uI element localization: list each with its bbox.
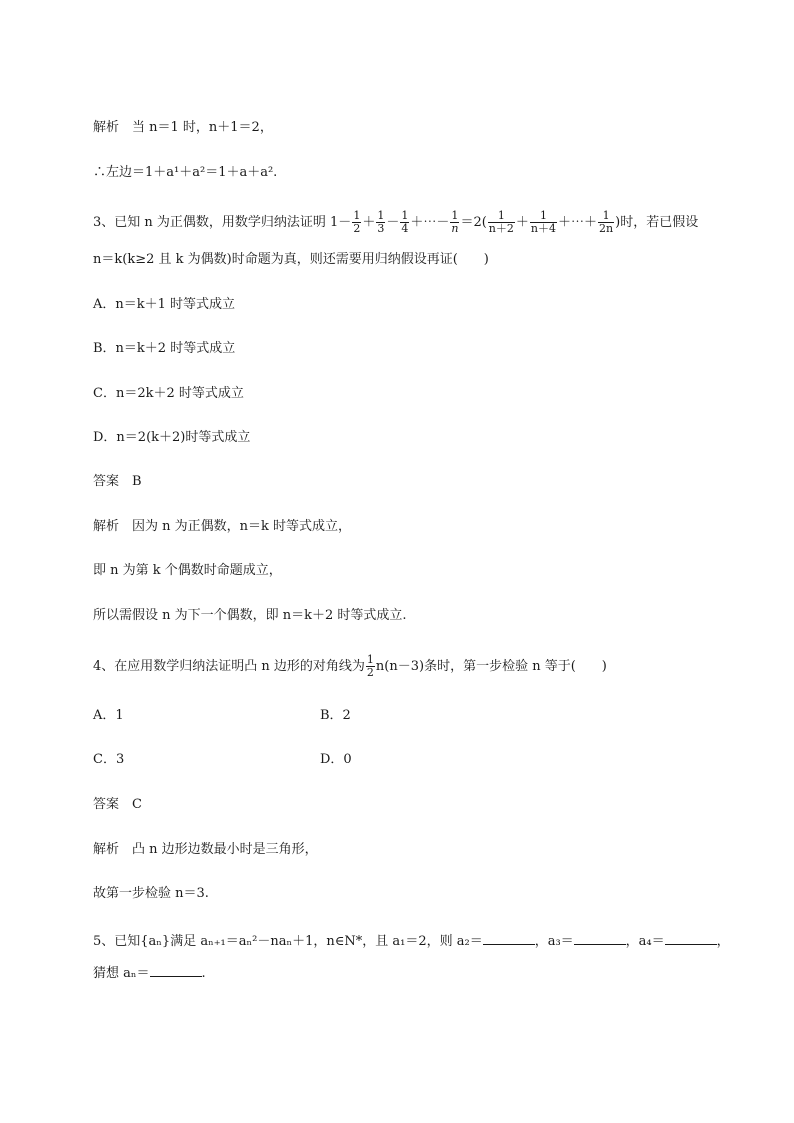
q4-stem-prefix: 4、在应用数学归纳法证明凸 n 边形的对角线为 [93, 659, 365, 674]
q3-option-c: C．n＝2k＋2 时等式成立 [93, 386, 244, 401]
q5-guess-end: . [201, 966, 206, 981]
fraction-1-4: $\frac{1}{4}$ [401, 209, 409, 235]
q3-stem-line-2: n＝k(k≥2 且 k 为偶数)时命题为真，则还需要用归纳假设再证( ) [93, 252, 489, 267]
q4-option-c: C．3 [93, 752, 125, 767]
q3-stem-suffix: 时，若已假设 [620, 215, 699, 230]
q3-answer: 答案 B [93, 474, 142, 489]
q2-analysis-line-1: 解析 当 n＝1 时，n＋1＝2， [93, 120, 273, 135]
a4-answer-blank[interactable] [665, 930, 717, 945]
q3-option-b: B．n＝k＋2 时等式成立 [93, 341, 236, 356]
fraction-1-n-plus-4: $\frac{1}{n+4}$ [530, 209, 556, 235]
q3-option-d: D．n＝2(k＋2)时等式成立 [93, 430, 251, 445]
fraction-1-2: $\frac{1}{2}$ [353, 209, 361, 235]
fraction-1-2: $\frac{1}{2}$ [366, 653, 374, 679]
a3-answer-blank[interactable] [574, 930, 626, 945]
a3-label: ，a₃＝ [534, 934, 574, 949]
q5-guess-prefix: 猜想 aₙ＝ [93, 966, 150, 981]
q3-analysis-line-1: 解析 因为 n 为正偶数，n＝k 时等式成立， [93, 519, 352, 534]
q4-analysis-line-2: 故第一步检验 n＝3. [93, 886, 209, 901]
fraction-1-n: $\frac{1}{n}$ [451, 209, 459, 235]
fraction-1-3: $\frac{1}{3}$ [377, 209, 385, 235]
fraction-1-2n: $\frac{1}{2n}$ [599, 209, 614, 235]
a4-label: ，a₄＝ [625, 934, 665, 949]
q4-stem-suffix: n(n－3)条时，第一步检验 n 等于( ) [375, 659, 607, 674]
q5-stem-prefix: 5、已知{aₙ}满足 aₙ₊₁＝aₙ²－naₙ＋1，n∈N*，且 a₁＝2，则 a₂＝ [93, 934, 483, 949]
q2-analysis-line-2: ∴左边＝1＋a¹＋a²＝1＋a＋a². [93, 165, 278, 180]
q4-stem [93, 652, 607, 682]
q5-stem-line-1 [93, 930, 730, 952]
q4-option-d: D．0 [320, 752, 352, 767]
q3-analysis-line-3: 所以需假设 n 为下一个偶数，即 n＝k＋2 时等式成立. [93, 608, 407, 623]
an-answer-blank[interactable] [150, 962, 202, 977]
a2-answer-blank[interactable] [483, 930, 535, 945]
q3-stem-line-1: 3、已知 n 为正偶数，用数学归纳法证明 1－ $\frac{1}{2}$ ＋ $\frac{1}{3}$ － $\frac{1}{4}$ ＋⋯－ $\frac{1}{n}$ ＝2( $\frac{1}{n+2}$ ＋ $\frac{1}{n+4}$ ＋⋯＋ $\frac{1}{2n}$ )时，若已假设 [93, 209, 699, 235]
q3-analysis-line-2: 即 n 为第 k 个偶数时命题成立， [93, 563, 282, 578]
q4-option-b: B．2 [320, 708, 351, 723]
fraction-1-n-plus-2: $\frac{1}{n+2}$ [488, 209, 514, 235]
q5-stem-line-2 [93, 962, 206, 984]
q4-analysis-line-1: 解析 凸 n 边形边数最小时是三角形， [93, 842, 318, 857]
q5-line-end: ， [716, 934, 730, 949]
q4-option-a: A．1 [93, 708, 124, 723]
q4-answer: 答案 C [93, 797, 142, 812]
q3-option-a: A．n＝k＋1 时等式成立 [93, 297, 236, 312]
q3-stem-prefix: 3、已知 n 为正偶数，用数学归纳法证明 1－ [93, 215, 352, 230]
